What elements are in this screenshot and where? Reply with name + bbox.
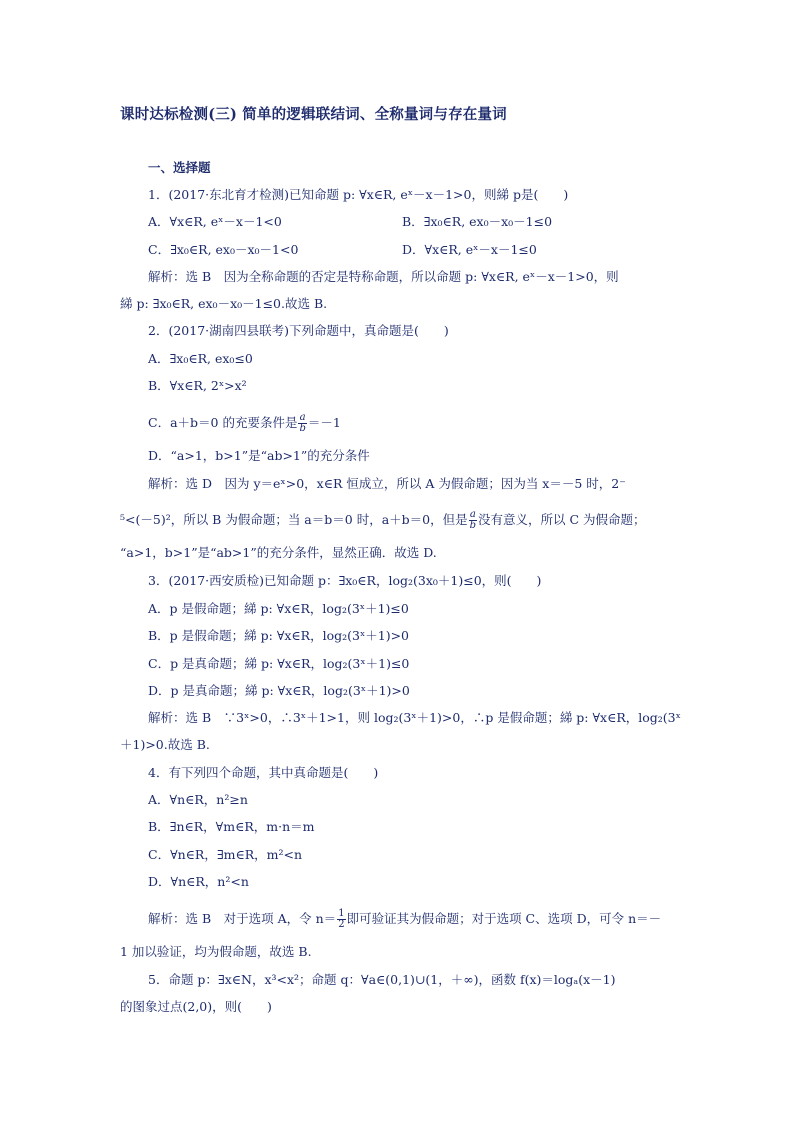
q2-option-a: A．∃x₀∈R, ex₀≤0 (148, 351, 253, 366)
q2-option-c-tail: ＝－1 (307, 415, 341, 430)
q3-analysis-line-1: 解析：选 B ∵3ˣ>0，∴3ˣ＋1>1，则 log₂(3ˣ＋1)>0，∴p 是假命题；綈 p: ∀x∈R，log₂(3ˣ (148, 710, 681, 725)
q4-analysis-fraction-numerator: 1 (338, 908, 345, 919)
q3-analysis-line-2: ＋1)>0.故选 B. (120, 737, 210, 752)
section-heading: 一、选择题 (148, 160, 211, 175)
q4-option-d: D．∀n∈R，n²<n (148, 874, 249, 889)
q2-analysis-line-2 (120, 510, 646, 531)
q3-option-a: A．p 是假命题；綈 p: ∀x∈R，log₂(3ˣ＋1)≤0 (148, 601, 409, 616)
q1-option-a: A．∀x∈R, eˣ－x－1<0 (148, 214, 282, 229)
q4-analysis-line-1-tail: 即可验证其为假命题；对于选项 C、选项 D，可令 n＝－ (346, 911, 662, 926)
q2-option-c (148, 413, 341, 434)
q2-analysis-fraction-denominator: b (469, 520, 477, 531)
q4-analysis-line-1 (148, 909, 661, 930)
q2-analysis-line-2-tail: 没有意义，所以 C 为假命题； (478, 512, 646, 527)
q2-option-c-fraction (298, 413, 306, 434)
q5-stem-line-1: 5．命题 p：∃x∈N，x³<x²；命题 q：∀a∈(0,1)∪(1，＋∞)，函数 f(x)＝logₐ(x－1) (148, 972, 616, 987)
q1-analysis-line-1: 解析：选 B 因为全称命题的否定是特称命题，所以命题 p: ∀x∈R, eˣ－x－1>0，则 (148, 269, 619, 284)
q4-analysis-fraction (337, 909, 345, 930)
q1-option-d: D．∀x∈R, eˣ－x－1≤0 (402, 242, 537, 257)
q4-analysis-line-2: 1 加以验证，均为假命题，故选 B. (120, 944, 312, 959)
q4-analysis-fraction-denominator: 2 (338, 919, 345, 930)
page-title: 课时达标检测(三) 简单的逻辑联结词、全称量词与存在量词 (120, 106, 507, 123)
q5-stem-line-2: 的图象过点(2,0)，则( ) (120, 999, 272, 1014)
q2-option-c-text: C．a＋b＝0 的充要条件是 (148, 415, 298, 430)
q2-analysis-fraction-numerator: a (469, 509, 476, 520)
q2-stem: 2．(2017·湖南四县联考)下列命题中，真命题是( ) (148, 323, 449, 338)
q3-stem: 3．(2017·西安质检)已知命题 p：∃x₀∈R，log₂(3x₀＋1)≤0，则( ) (148, 573, 542, 588)
q4-option-a: A．∀n∈R，n²≥n (148, 792, 248, 807)
q1-stem: 1．(2017·东北育才检测)已知命题 p: ∀x∈R, eˣ－x－1>0，则綈 p是( ) (148, 187, 569, 202)
q3-option-d: D．p 是真命题；綈 p: ∀x∈R，log₂(3ˣ＋1)>0 (148, 683, 410, 698)
q4-option-c: C．∀n∈R，∃m∈R，m²<n (148, 847, 303, 862)
q4-option-b: B．∃n∈R，∀m∈R，m·n＝m (148, 819, 315, 834)
q2-option-c-fraction-numerator: a (299, 412, 306, 423)
q2-option-b: B．∀x∈R, 2ˣ>x² (148, 378, 247, 393)
q2-analysis-fraction (469, 510, 477, 531)
q4-stem: 4．有下列四个命题，其中真命题是( ) (148, 765, 379, 780)
q2-analysis-line-1: 解析：选 D 因为 y＝eˣ>0，x∈R 恒成立，所以 A 为假命题；因为当 x＝－5 时，2⁻ (148, 476, 626, 491)
q4-analysis-line-1-text: 解析：选 B 对于选项 A，令 n＝ (148, 911, 337, 926)
q2-option-c-fraction-denominator: b (299, 423, 306, 434)
q2-analysis-line-2-text: ⁵<(－5)²，所以 B 为假命题；当 a＝b＝0 时，a＋b＝0，但是 (120, 512, 468, 527)
q2-option-d: D．“a>1，b>1”是“ab>1”的充分条件 (148, 448, 370, 463)
q2-analysis-line-3: “a>1，b>1”是“ab>1”的充分条件，显然正确．故选 D. (120, 545, 437, 560)
q3-option-b: B．p 是假命题；綈 p: ∀x∈R，log₂(3ˣ＋1)>0 (148, 628, 409, 643)
q1-option-b: B．∃x₀∈R, ex₀－x₀－1≤0 (402, 214, 553, 229)
q3-option-c: C．p 是真命题；綈 p: ∀x∈R，log₂(3ˣ＋1)≤0 (148, 656, 410, 671)
q1-option-c: C．∃x₀∈R, ex₀－x₀－1<0 (148, 242, 299, 257)
q1-analysis-line-2: 綈 p: ∃x₀∈R, ex₀－x₀－1≤0.故选 B. (120, 296, 328, 311)
